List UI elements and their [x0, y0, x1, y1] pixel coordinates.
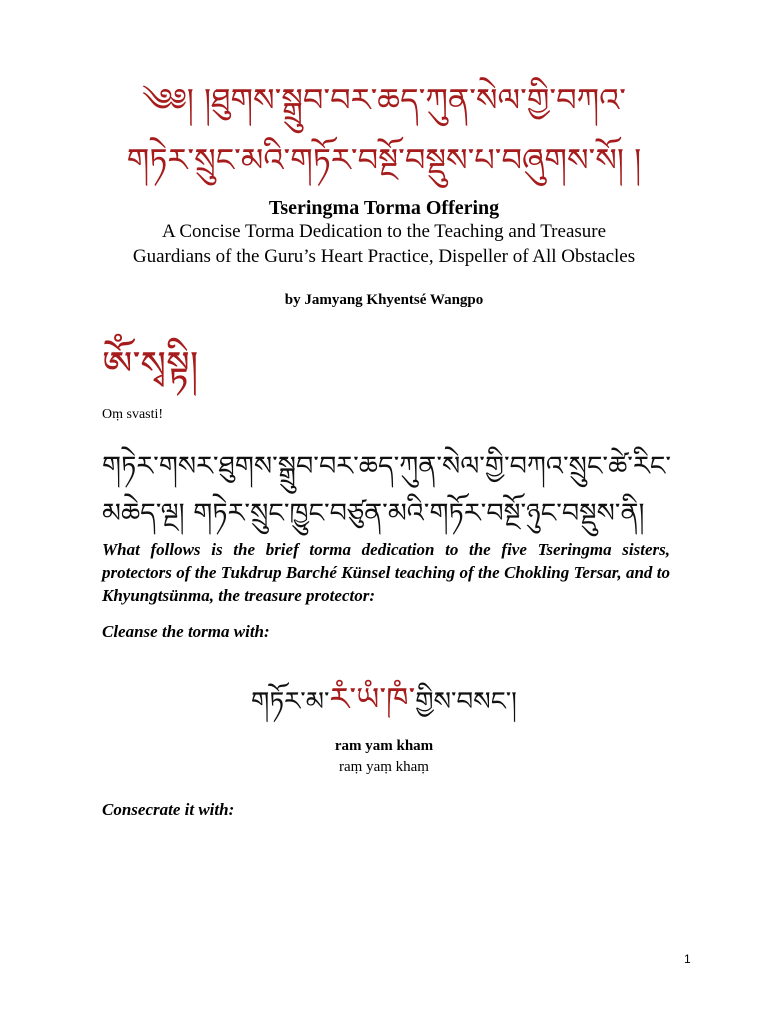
explanation-paragraph: What follows is the brief torma dedication to the five Tseringma sisters, protectors of the Tukdrup Barché Künsel teaching of the Chokling Tersar, and to Khyungtsünma, the treasure protector: [102, 540, 670, 605]
mantra-suffix: གྱིས་བསང་། [415, 687, 517, 717]
mantra-transliteration: raṃ yaṃ khaṃ [339, 759, 429, 775]
body-tibetan-line-1: གཏེར་གསར་ཐུགས་སྒྲུབ་བར་ཆད་ཀུན་སེལ་གྱི་བཀའ་སྲུང་ཚེ་རིང་ [102, 451, 672, 482]
mantra-seed-yam: ཡཾ་ [356, 680, 387, 718]
subtitle-line-1: A Concise Torma Dedication to the Teaching and Treasure [161, 221, 607, 242]
page-number: 1 [684, 952, 691, 966]
mantra-seed-ram: རཾ་ [329, 680, 357, 718]
mantra-phonetic: ram yam kham [334, 738, 434, 754]
instruction-consecrate: Consecrate it with: [102, 800, 235, 819]
mantra-prefix: གཏོར་མ་ [251, 687, 330, 717]
subtitle-line-2: Guardians of the Guru’s Heart Practice, Dispeller of All Obstacles [132, 246, 636, 267]
invocation-tibetan: ཨོཾ་སྭསྟི། [102, 343, 199, 387]
author-byline: by Jamyang Khyentsé Wangpo [284, 292, 484, 308]
instruction-cleanse: Cleanse the torma with: [102, 622, 270, 641]
page-title: Tseringma Torma Offering [268, 197, 500, 219]
body-tibetan-line-2: མཆེད་ལྔ། གཏེར་སྲུང་ཁྱུང་བཙུན་མའི་གཏོར་བསྔོ་ཉུང་བསྡུས་ནི། [102, 498, 645, 529]
tibetan-title-line-2: གཏེར་སྲུང་མའི་གཏོར་བསྔོ་བསྡུས་པ་བཞུགས་སོ། ། [126, 141, 642, 179]
mantra-seed-kham: ཁཾ་ [386, 680, 416, 718]
mantra-tibetan-line [0, 676, 768, 725]
tibetan-title-line-1: ༄༅། །ཐུགས་སྒྲུབ་བར་ཆད་ཀུན་སེལ་གྱི་བཀའ་ [142, 81, 626, 119]
invocation-transliteration: Oṃ svasti! [102, 407, 164, 422]
